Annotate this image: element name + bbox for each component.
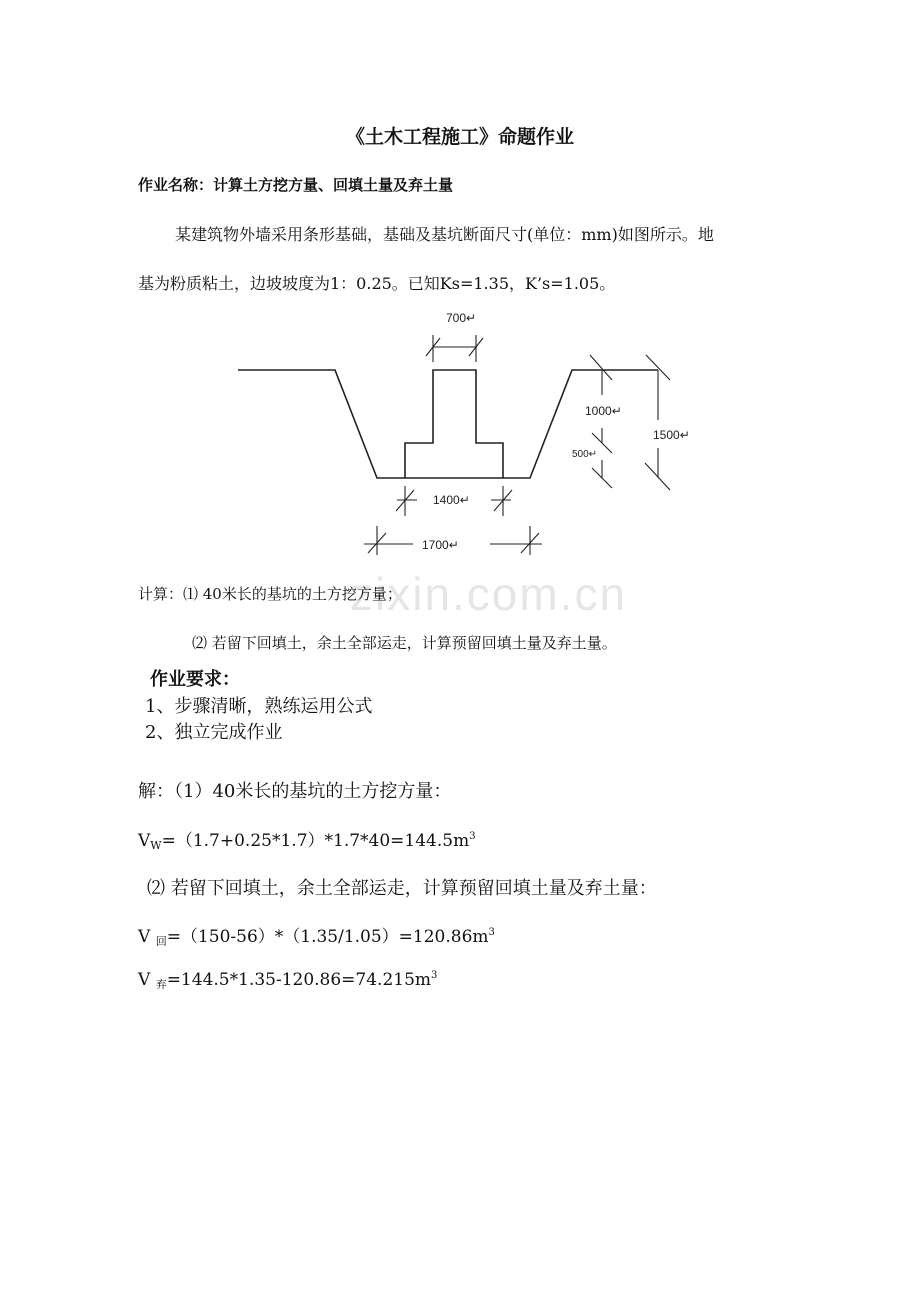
assignment-name: 作业名称：计算土方挖方量、回填土量及弃土量 xyxy=(138,176,454,194)
calc-question-1: 计算：⑴ 40米长的基坑的土方挖方量； xyxy=(138,585,402,603)
vw-superscript: 3 xyxy=(469,831,476,842)
vq-subscript: 弃 xyxy=(155,978,167,991)
vh-superscript: 3 xyxy=(488,927,495,938)
dim-1000: 1000↵ xyxy=(585,404,622,418)
solution-part-2: ⑵ 若留下回填土，余土全部运走，计算预留回填土量及弃土量： xyxy=(147,878,657,899)
formula-vq xyxy=(138,970,437,992)
vq-expression: =144.5*1.35-120.86=74.215m xyxy=(166,970,432,990)
vq-symbol: V xyxy=(138,970,156,990)
dim-700: 700↵ xyxy=(446,311,477,325)
dim-1500: 1500↵ xyxy=(653,428,690,442)
formula-vw xyxy=(138,826,476,852)
dim-1400: 1400↵ xyxy=(433,493,470,507)
vq-superscript: 3 xyxy=(431,970,438,981)
vh-symbol: V xyxy=(138,927,156,947)
footing-outline xyxy=(405,370,503,478)
vw-expression: =（1.7+0.25*1.7）*1.7*40=144.5m xyxy=(161,831,470,851)
watermark: zixin.com.cn xyxy=(350,568,628,620)
problem-line-2: 基为粉质粘土，边坡坡度为1：0.25。已知Ks=1.35，K’s=1.05。 xyxy=(138,274,616,293)
vh-subscript: 回 xyxy=(155,935,167,948)
pit-outline xyxy=(238,370,658,478)
vh-expression: =（150-56）*（1.35/1.05）=120.86m xyxy=(166,927,489,947)
requirement-item: 1、步骤清晰，熟练运用公式 xyxy=(145,696,373,717)
vw-subscript: W xyxy=(150,839,162,852)
requirements-heading: 作业要求： xyxy=(150,669,240,690)
formula-vh xyxy=(138,922,495,949)
problem-line-1: 某建筑物外墙采用条形基础，基础及基坑断面尺寸(单位：mm)如图所示。地 xyxy=(175,225,714,244)
dim-1700: 1700↵ xyxy=(422,538,459,552)
requirement-item: 2、独立完成作业 xyxy=(145,722,283,743)
page-title: 《土木工程施工》命题作业 xyxy=(345,126,574,148)
solution-intro: 解：（1）40米长的基坑的土方挖方量： xyxy=(138,781,452,802)
dim-500: 500↵ xyxy=(572,449,598,460)
vw-symbol: V xyxy=(138,831,151,851)
calc-question-2: ⑵ 若留下回填土，余土全部运走，计算预留回填土量及弃土量。 xyxy=(192,634,617,652)
